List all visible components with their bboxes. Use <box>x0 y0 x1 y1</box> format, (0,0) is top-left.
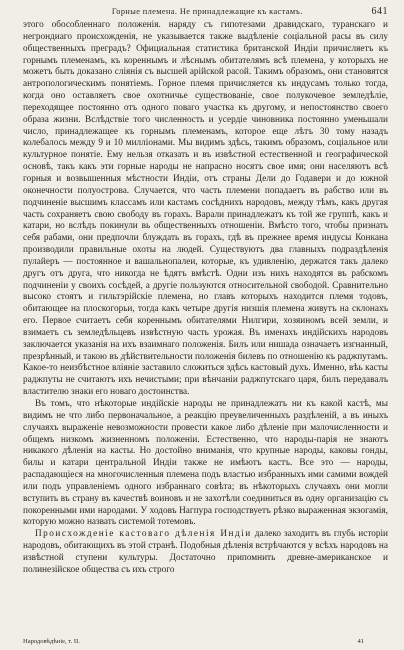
footer-signature: Народовѣдѣніе, т. II. <box>23 638 80 645</box>
paragraph-2: Въ томъ, что нѣкоторые индійскіе народы не принадлежатъ ни къ какой кастѣ, мы видимъ не что либо первоначальное, а реакцію преувеличенныхъ раздѣленій, а въ иныхъ случаяхъ выраженіе невозможности провести какое либо дѣленіе при малочисленности и общемъ низкомъ жизненномъ положеніи. Естественно, что народы-парія не знаютъ никакого дѣленія на касты. Но достойно вниманія, что крупные народы, каковы гонды, билы и катари центральной Индіи также не имѣютъ кастъ. Все это — народы, распадающіеся на многочисленныя племена подъ властью избранныхъ ими самими вождей или подъ управленіемъ одного избраннаго совѣта; въ нѣкоторыхъ случаяхъ они могли вступить въ страну въ качествѣ воиновъ и не захотѣли соединиться въ одну организацію съ покоренными ими народами. У ходовъ Нагпура господствуетъ рѣзко выраженная экзогамія, которую можно назвать системой тотемовъ. <box>23 399 388 528</box>
page-footer <box>23 638 364 646</box>
paragraph-3-text: далеко заходитъ въ глубь исторіи народовъ, обитающихъ въ этой странѣ. Подобныя дѣленія встрѣчаются у всѣхъ народовъ на извѣстной ступени культуры. Достаточно припомнить древне-американское и полинезійское общества съ ихъ строго <box>23 529 389 575</box>
running-head <box>23 6 388 17</box>
page-number: 641 <box>371 6 388 17</box>
paragraph-3-lead: Происхожденіе кастоваго дѣленія Индіи <box>35 529 252 540</box>
running-head-title: Горные племена. Не принадлежащие къ кастамъ. <box>111 7 303 16</box>
paragraph-3 <box>23 529 388 576</box>
footer-signature-mark: 41 <box>357 638 364 645</box>
paragraph-1: этого обособленнаго положенія. наряду съ гипотезами дравидскаго, туранскаго и негрондиаго происхожденія, не указывается также выдѣленіе соціальной расы въ силу общественныхъ преградъ? Официальная статистика британской Индіи причисляетъ къ горнымъ племенамъ, къ кореннымъ и лѣснымъ обитателямъ всѣ племена, у которыхъ не можетъ быть доказано сліянія съ высшей арійской расой. Такимъ образомъ, они становятся антропологическимъ понятіемъ. Горное племя причисляется къ индусамъ только тогда, когда оно оставляетъ свое охотничье существованіе, свое полукочевое земледѣліе, переходящее постоянно отъ одного поваго участка къ другому, и непостоянство своего образа жизни. Вслѣдствіе того численность и усердіе чиновника постоянно уменьшали число, принадлежащее къ горнымъ племенамъ, которое еще лѣтъ 30 тому назадъ колебалось между 9 и 10 милліонами. Мы видимъ здѣсь, такимъ образомъ, соціальное или культурное понятіе. Ему нельзя отказать и въ извѣстной естественной и географической основѣ, такъ какъ эти горные народы не напрасно носятъ свое имя; они населяютъ всѣ горныя и возвышенныя мѣстности Индіи, отъ страны Дели до Годавери и до южной оконечности полуострова. Случается, что часть племени попадаетъ въ рабство или въ подчиненіе высшимъ классамъ или кастамъ сосѣднихъ народовъ, между тѣмъ, какъ другая часть сохраняетъ свою свободу въ горахъ. Варали принадлежатъ къ той же группѣ, какъ и катари, но вслѣдъ покинули вь общественныхъ отношеніи. Вмѣсто того, чтобы признать себя рабами, они предпочли блуждать въ горахъ, гдѣ въ прежнее время индусы Конкана производили правильные охоты на людей. Существуютъ два главныхъ подраздѣленія пулайеръ — постоянное и вашальнопалеи, которые, къ удивленію, держатся такъ далеко другъ отъ друга, что никогда не ѣдятъ вмѣстѣ. Одни изъ нихъ находятся въ рабскомъ подчиненіи у своихъ сосѣдей, а другіе пользуются относительной свободой. Сравнительно высоко стоятъ и гильтэрійскіе племена, но главъ которыхъ находится племя тодовъ, обитающее на плоскогорьи, тогда какъ четыре другія низшія племена живутъ на склонахъ его. Первое считаетъ себя кореннымъ обитателями Нилгири, хозяиномъ всей земли, и взимаетъ съ земледѣльцевъ извѣстную часть урожая. Въ именахъ индійскихъ народовъ заключается указанія на ихъ взаимнаго положенія. Билъ или нишада означаетъ изгнанный, презрѣнный, и такою въ дѣйствительности положенія билевъ по отношенію къ раджпутамъ. Какое-то неизбѣстное вліяніе заставило сложиться здѣсь кастовый духъ. Именно, вѣь касты раджпуты не считаютъ ихъ нечистыми; при вѣнчаніи раджпутскаго царя, билъ передавалъ властителю знаки его новаго достоинства. <box>23 20 388 398</box>
body-text <box>23 20 388 577</box>
